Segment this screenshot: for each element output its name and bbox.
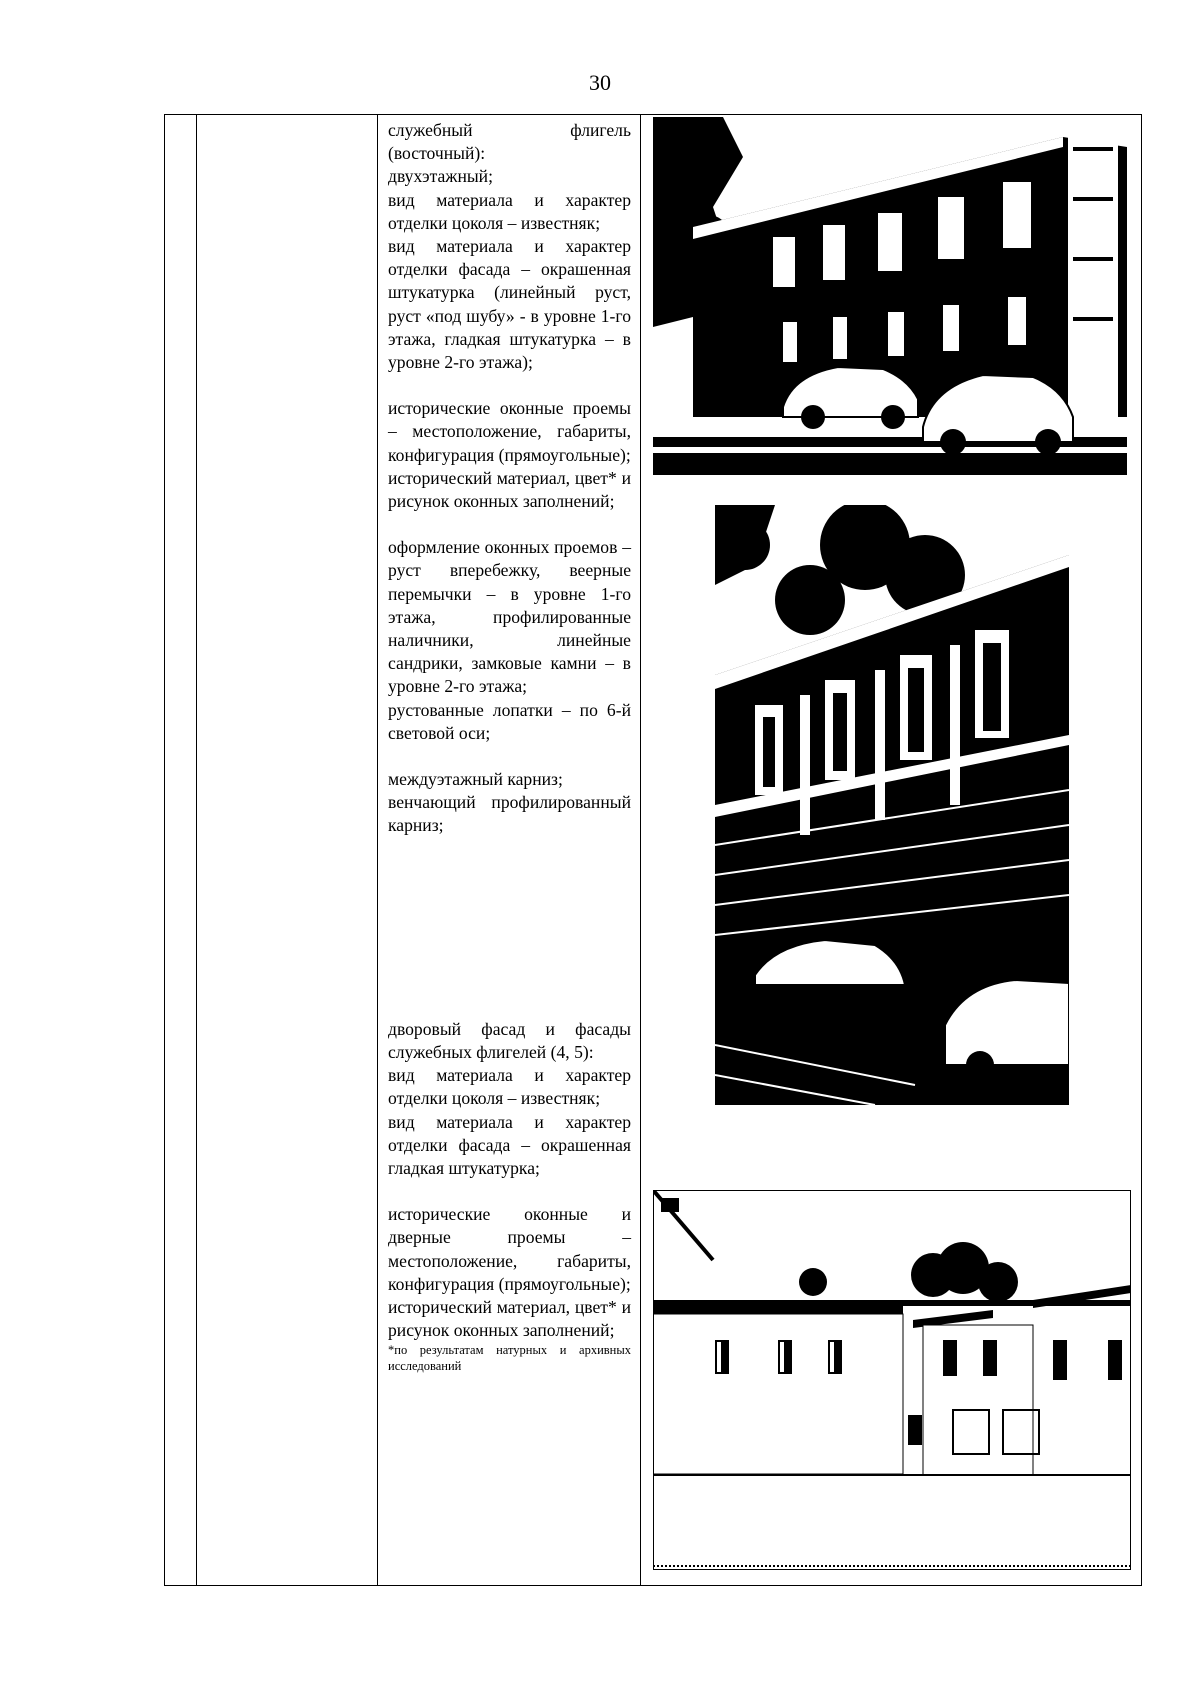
paragraph: вид материала и характер отделки цоколя – известняк; [388,189,631,233]
photo-east-wing-facade-image [715,505,1069,1105]
paragraph: исторические оконные проемы – местоположение, габариты, конфигурация (прямоугольные); [388,398,631,465]
number-cell [165,115,197,1586]
paragraph: исторический материал, цвет* и рисунок оконных заполнений; [388,467,631,512]
paragraph: оформление оконных проемов – руст вперебежку, веерные перемычки – в уровне 1-го этажа, профилированные наличники, линейные сандрики, замковые камни – в уровне 2-го этажа; [388,537,631,697]
document-table [164,114,1142,1586]
paragraph: рустованные лопатки – по 6-й световой оси; [388,699,631,743]
paragraph: междуэтажный карниз; [388,769,563,790]
photo-courtyard-facade-image [653,1190,1131,1570]
photo-cell [641,115,1142,1586]
paragraph: исторические оконные и дверные проемы – местоположение, габариты, конфигурация (прямоугольные); [388,1204,631,1294]
paragraph: вид материала и характер отделки фасада – окрашенная гладкая штукатурка; [388,1111,631,1178]
table-row [165,115,1142,1586]
description-text [378,115,640,1374]
paragraph: служебный флигель (восточный): [388,120,631,164]
paragraph: вид материала и характер отделки фасада – окрашенная штукатурка (линейный руст, руст «под шубу» - в уровне 1-го этажа, гладкая штукатурка – в уровне 2-го этажа); [388,236,631,373]
photo-courtyard-facade [653,1190,1131,1570]
photo-east-wing-facade [715,505,1069,1105]
photo-east-wing-street-image [653,117,1127,475]
description-cell [378,115,641,1586]
footnote: *по результатам натурных и архивных исследований [388,1343,631,1374]
paragraph: исторический материал, цвет* и рисунок оконных заполнений; [388,1296,631,1341]
object-cell [197,115,378,1586]
paragraph: двухэтажный; [388,166,493,187]
paragraph: венчающий профилированный карниз; [388,792,631,836]
paragraph: вид материала и характер отделки цоколя – известняк; [388,1065,631,1109]
paragraph: дворовый фасад и фасады служебных флигелей (4, 5): [388,1018,631,1062]
photo-east-wing-street [653,117,1127,475]
page-number: 30 [589,70,611,95]
